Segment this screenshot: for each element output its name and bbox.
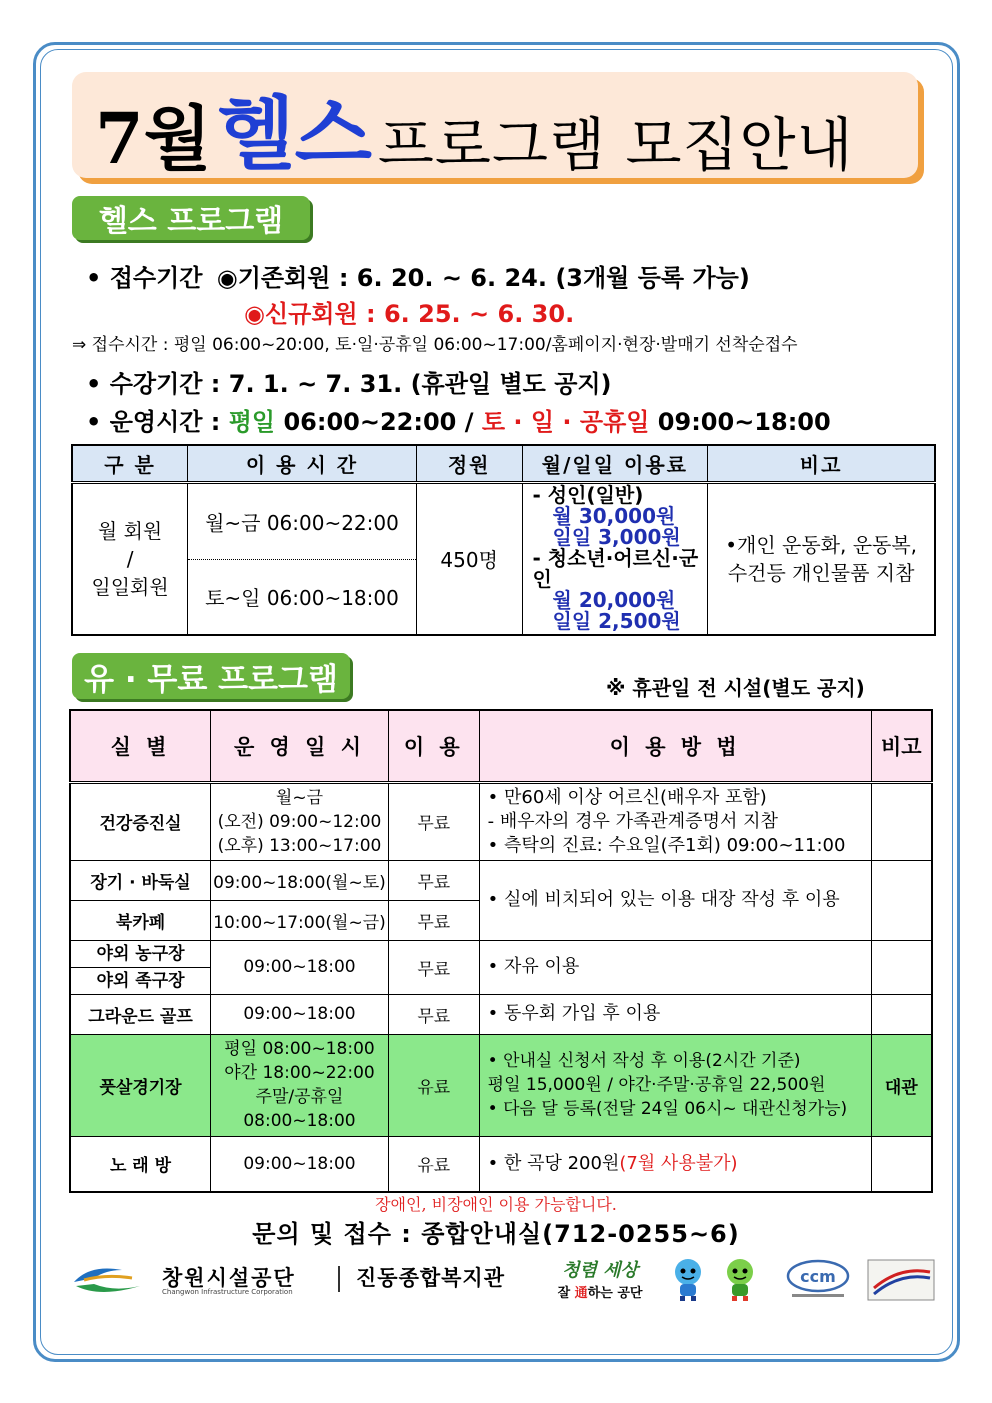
table-row: [70, 782, 932, 860]
slogan-line2: [540, 1282, 660, 1301]
category-line: 월 회원: [97, 518, 163, 543]
room-note: 대관: [871, 1034, 932, 1136]
t1-header-note: 비고: [708, 445, 935, 482]
certificate-flag-icon: [866, 1258, 936, 1302]
changwon-swirl-logo-icon: [70, 1260, 150, 1300]
time-line: (오후) 13:00~17:00: [217, 835, 382, 856]
org-name: 창원시설공단: [162, 1266, 296, 1290]
table-row: [70, 994, 932, 1034]
center-name: 진동종합복지관: [356, 1266, 506, 1290]
t2-header-room: 실 별: [70, 710, 211, 782]
name-line: 야외 족구장: [71, 967, 210, 994]
room-time: 09:00~18:00(월~토): [211, 860, 389, 900]
room-method: • 동우회 가입 후 이용: [479, 994, 871, 1034]
operating-hours: [86, 402, 831, 437]
method-line: • 만60세 이상 어르신(배우자 포함): [487, 786, 767, 808]
category-line: /: [126, 546, 134, 571]
t1-note: [708, 482, 935, 635]
room-name: 그라운드 골프: [70, 994, 211, 1034]
room-use: 무료: [388, 994, 479, 1034]
room-use: 무료: [388, 782, 479, 860]
existing-members: ◉기존회원 : 6. 20. ~ 6. 24. (3개월 등록 가능): [216, 264, 750, 292]
time-line: 야간 18:00~22:00: [224, 1063, 375, 1083]
room-note: [871, 1136, 932, 1192]
slogan-post: 하는 공단: [587, 1286, 643, 1301]
slogan-line1: 청렴 세상: [562, 1260, 638, 1281]
accessibility-note: 장애인, 비장애인 이용 가능합니다.: [375, 1195, 617, 1214]
t2-header-use: 이 용: [388, 710, 479, 782]
room-method: [479, 1034, 871, 1136]
fee-youth-day: 일일 2,500원: [552, 609, 681, 634]
ccm-text: ccm: [800, 1267, 836, 1286]
time-line: 월~금: [275, 787, 324, 808]
room-use: 유료: [388, 1136, 479, 1192]
category-line: 일일회원: [91, 574, 169, 599]
room-name: 북카페: [70, 900, 211, 940]
room-name: 노 래 방: [70, 1136, 211, 1192]
note-line: •개인 운동화, 운동복,: [725, 532, 918, 557]
page-title: [95, 78, 854, 181]
room-method: • 실에 비치되어 있는 이용 대장 작성 후 이용: [479, 860, 871, 940]
room-note: [871, 940, 932, 994]
method-text: • 한 곡당 200원: [487, 1152, 620, 1174]
room-use: 무료: [388, 940, 479, 994]
fee-youth-label: - 청소년·어르신·군인: [532, 546, 699, 592]
title-month: 7월: [95, 97, 212, 180]
t1-time-weekday: 월~금 06:00~22:00: [188, 482, 417, 559]
room-time: [211, 782, 389, 860]
fee-adult-month: 월 30,000원: [552, 504, 676, 529]
fee-adult-day: 일일 3,000원: [552, 525, 681, 550]
room-method: • 자유 이용: [479, 940, 871, 994]
table-row: [70, 860, 932, 900]
registration-time: ⇒ 접수시간 : 평일 06:00~20:00, 토·일·공휴일 06:00~17:00/홈페이지·현장·발매기 선착순접수: [72, 335, 798, 355]
table-row: [70, 940, 932, 994]
health-fee-table: [71, 444, 936, 636]
health-program-tag: 헬스 프로그램: [72, 196, 310, 240]
op-weekday-label: 평일: [228, 408, 276, 436]
fee-adult-label: - 성인(일반): [532, 483, 644, 508]
op-weekend-label: 토 · 일 · 공휴일: [481, 408, 650, 436]
facility-table: [69, 709, 933, 1193]
room-use: 무료: [388, 860, 479, 900]
time-line: 주말/공휴일: [255, 1087, 344, 1107]
room-time: 10:00~17:00(월~금): [211, 900, 389, 940]
t1-header-capacity: 정원: [416, 445, 522, 482]
method-line: • 안내실 신청서 작성 후 이용(2시간 기준): [487, 1051, 801, 1071]
op-weekday-time: 06:00~22:00 /: [275, 408, 482, 436]
t1-fee: [522, 482, 708, 635]
free-program-tag: 유 · 무료 프로그램: [72, 653, 350, 699]
room-time: 09:00~18:00: [211, 994, 389, 1034]
contact-info: 문의 및 접수 : 종합안내실(712-0255~6): [252, 1220, 740, 1248]
room-note: [871, 860, 932, 940]
note-line: 수건등 개인물품 지참: [727, 560, 915, 585]
method-line: - 배우자의 경우 가족관계증명서 지참: [487, 810, 778, 832]
method-line: • 다음 달 등록(전달 24일 06시~ 대관신청가능): [487, 1099, 848, 1119]
table-row: [70, 1034, 932, 1136]
new-members: ◉신규회원 : 6. 25. ~ 6. 30.: [244, 300, 575, 328]
logo-bar: [70, 1256, 936, 1306]
t1-capacity: 450명: [416, 482, 522, 635]
room-method: [479, 782, 871, 860]
room-method: [479, 1136, 871, 1192]
room-time: 09:00~18:00: [211, 1136, 389, 1192]
name-line: 야외 농구장: [96, 943, 185, 964]
t2-header-time: 운 영 일 시: [211, 710, 389, 782]
registration-line: [86, 258, 750, 293]
room-name: 풋살경기장: [70, 1034, 211, 1136]
room-name: [70, 940, 211, 994]
table-row: [70, 1136, 932, 1192]
fee-youth-month: 월 20,000원: [552, 588, 676, 613]
method-line: 평일 15,000원 / 야간·주말·공휴일 22,500원: [487, 1075, 826, 1095]
slogan-logo: [540, 1256, 660, 1301]
room-use: 무료: [388, 900, 479, 940]
method-text-red: (7월 사용불가): [619, 1152, 738, 1174]
green-mascot-icon: [720, 1256, 760, 1302]
t1-category: [72, 482, 188, 635]
time-line: (오전) 09:00~12:00: [217, 811, 382, 832]
t1-header-time: 이 용 시 간: [188, 445, 417, 482]
room-note: [871, 994, 932, 1034]
logo-divider: [338, 1266, 340, 1292]
title-health: 헬스: [217, 87, 372, 181]
op-label: • 운영시간 :: [86, 408, 229, 436]
room-time: 09:00~18:00: [211, 940, 389, 994]
registration-label: • 접수기간: [86, 264, 203, 292]
ccm-logo-icon: [782, 1258, 854, 1302]
closed-note: ※ 휴관일 전 시설(별도 공지): [606, 676, 865, 700]
blue-mascot-icon: [668, 1256, 708, 1302]
org-subtitle: Changwon Infrastructure Corporation: [162, 1288, 293, 1296]
t1-header-fee: 월/일일 이용료: [522, 445, 708, 482]
room-note: [871, 782, 932, 860]
op-weekend-time: 09:00~18:00: [649, 408, 831, 436]
t2-header-note: 비고: [871, 710, 932, 782]
time-line: 08:00~18:00: [243, 1111, 356, 1131]
course-period: • 수강기간 : 7. 1. ~ 7. 31. (휴관일 별도 공지): [86, 370, 612, 398]
slogan-pre: 잘: [557, 1286, 575, 1301]
t2-header-method: 이 용 방 법: [479, 710, 871, 782]
room-name: 건강증진실: [70, 782, 211, 860]
room-use: 유료: [388, 1034, 479, 1136]
slogan-highlight: 通: [574, 1286, 588, 1301]
t1-time-weekend: 토~일 06:00~18:00: [188, 559, 417, 635]
title-rest: 프로그램 모집안내: [377, 111, 854, 179]
time-line: 평일 08:00~18:00: [224, 1039, 375, 1059]
t1-header-category: 구 분: [72, 445, 188, 482]
method-line: • 측탁의 진료: 수요일(주1회) 09:00~11:00: [487, 834, 846, 856]
room-time: [211, 1034, 389, 1136]
room-name: 장기 · 바둑실: [70, 860, 211, 900]
